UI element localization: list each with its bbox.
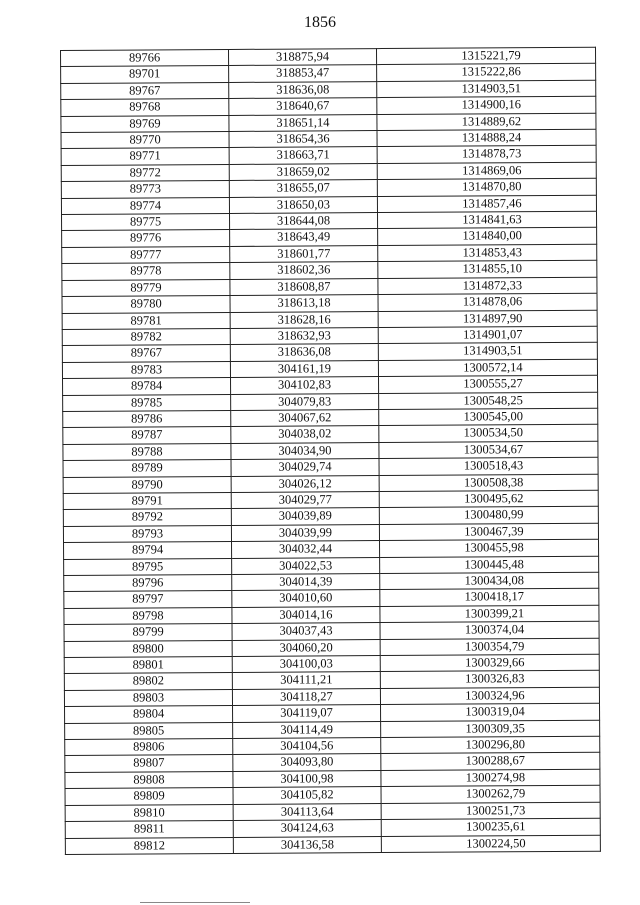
x-coordinate-cell: 304100,03 [232,656,380,673]
y-coordinate-cell: 1300534,67 [379,441,598,459]
x-coordinate-cell: 318659,02 [229,163,377,180]
x-coordinate-cell: 304114,49 [233,721,381,738]
point-number-cell: 89805 [65,722,233,739]
x-coordinate-cell: 304026,12 [231,475,379,492]
y-coordinate-cell: 1300548,25 [379,392,598,410]
point-number-cell: 89810 [65,804,233,821]
point-number-cell: 89795 [64,558,232,575]
x-coordinate-cell: 318655,07 [229,180,377,197]
point-number-cell: 89701 [61,66,229,83]
y-coordinate-cell: 1315222,86 [377,64,596,82]
y-coordinate-cell: 1300324,96 [380,687,599,705]
x-coordinate-cell: 304100,98 [233,770,381,787]
point-number-cell: 89779 [62,279,230,296]
coordinates-table-container [60,47,600,855]
point-number-cell: 89806 [65,739,233,756]
point-number-cell: 89809 [65,788,233,805]
y-coordinate-cell: 1300251,73 [381,802,600,820]
y-coordinate-cell: 1300467,39 [379,523,598,541]
y-coordinate-cell: 1314853,43 [378,244,597,262]
y-coordinate-cell: 1314903,51 [377,80,596,98]
y-coordinate-cell: 1300288,67 [381,753,600,771]
x-coordinate-cell: 304118,27 [232,688,380,705]
x-coordinate-cell: 304032,44 [232,541,380,558]
x-coordinate-cell: 304010,60 [232,590,380,607]
y-coordinate-cell: 1300455,98 [380,539,599,557]
y-coordinate-cell: 1300274,98 [381,769,600,787]
x-coordinate-cell: 304039,99 [231,524,379,541]
x-coordinate-cell: 304014,16 [232,606,380,623]
x-coordinate-cell: 318602,36 [230,262,378,279]
point-number-cell: 89785 [63,394,231,411]
coordinates-table [60,47,601,855]
point-number-cell: 89801 [64,656,232,673]
point-number-cell: 89792 [63,509,231,526]
y-coordinate-cell: 1314855,10 [378,261,597,279]
point-number-cell: 89773 [61,181,229,198]
x-coordinate-cell: 304067,62 [231,409,379,426]
y-coordinate-cell: 1314901,07 [378,326,597,344]
y-coordinate-cell: 1300555,27 [379,375,598,393]
point-number-cell: 89794 [64,542,232,559]
table-row [65,835,600,855]
y-coordinate-cell: 1300354,79 [380,638,599,656]
point-number-cell: 89788 [63,443,231,460]
point-number-cell: 89771 [61,148,229,165]
x-coordinate-cell: 304104,56 [233,738,381,755]
y-coordinate-cell: 1300545,00 [379,408,598,426]
y-coordinate-cell: 1314870,80 [377,178,596,196]
point-number-cell: 89812 [65,837,233,854]
point-number-cell: 89775 [62,214,230,231]
x-coordinate-cell: 318654,36 [229,131,377,148]
y-coordinate-cell: 1300319,04 [381,703,600,721]
x-coordinate-cell: 318853,47 [229,65,377,82]
point-number-cell: 89804 [65,706,233,723]
y-coordinate-cell: 1300434,08 [380,572,599,590]
x-coordinate-cell: 304039,89 [231,508,379,525]
point-number-cell: 89768 [61,99,229,116]
y-coordinate-cell: 1300309,35 [381,720,600,738]
point-number-cell: 89790 [63,476,231,493]
point-number-cell: 89808 [65,771,233,788]
x-coordinate-cell: 304111,21 [232,672,380,689]
point-number-cell: 89799 [64,624,232,641]
y-coordinate-cell: 1300518,43 [379,457,598,475]
x-coordinate-cell: 304119,07 [233,705,381,722]
x-coordinate-cell: 318875,94 [228,49,376,66]
y-coordinate-cell: 1300534,50 [379,425,598,443]
x-coordinate-cell: 304037,43 [232,623,380,640]
point-number-cell: 89800 [64,640,232,657]
point-number-cell: 89772 [61,164,229,181]
x-coordinate-cell: 318636,08 [230,344,378,361]
y-coordinate-cell: 1300224,50 [381,835,600,853]
point-number-cell: 89784 [63,378,231,395]
y-coordinate-cell: 1314903,51 [378,343,597,361]
scan-edge-mark [140,902,250,903]
point-number-cell: 89767 [62,345,230,362]
x-coordinate-cell: 304105,82 [233,787,381,804]
x-coordinate-cell: 318601,77 [230,245,378,262]
point-number-cell: 89797 [64,591,232,608]
point-number-cell: 89770 [61,132,229,149]
x-coordinate-cell: 304113,64 [233,803,381,820]
y-coordinate-cell: 1300329,66 [380,654,599,672]
y-coordinate-cell: 1314889,62 [377,113,596,131]
point-number-cell: 89803 [64,689,232,706]
x-coordinate-cell: 304029,77 [231,492,379,509]
point-number-cell: 89774 [61,197,229,214]
x-coordinate-cell: 304136,58 [233,836,381,853]
y-coordinate-cell: 1314857,46 [377,195,596,213]
x-coordinate-cell: 318644,08 [230,213,378,230]
y-coordinate-cell: 1314888,24 [377,129,596,147]
y-coordinate-cell: 1300445,48 [380,556,599,574]
x-coordinate-cell: 318640,67 [229,98,377,115]
point-number-cell: 89780 [62,296,230,313]
y-coordinate-cell: 1300418,17 [380,589,599,607]
page-number: 1856 [304,14,336,31]
x-coordinate-cell: 318650,03 [229,196,377,213]
point-number-cell: 89793 [63,525,231,542]
point-number-cell: 89811 [65,821,233,838]
point-number-cell: 89781 [62,312,230,329]
point-number-cell: 89786 [63,410,231,427]
y-coordinate-cell: 1314878,73 [377,146,596,164]
point-number-cell: 89769 [61,115,229,132]
y-coordinate-cell: 1300262,79 [381,785,600,803]
x-coordinate-cell: 318663,71 [229,147,377,164]
y-coordinate-cell: 1300235,61 [381,818,600,836]
y-coordinate-cell: 1300399,21 [380,605,599,623]
x-coordinate-cell: 318632,93 [230,327,378,344]
x-coordinate-cell: 318636,08 [229,81,377,98]
x-coordinate-cell: 304161,19 [230,360,378,377]
x-coordinate-cell: 304034,90 [231,442,379,459]
y-coordinate-cell: 1314900,16 [377,96,596,114]
y-coordinate-cell: 1300374,04 [380,621,599,639]
point-number-cell: 89778 [62,263,230,280]
y-coordinate-cell: 1314878,06 [378,293,597,311]
x-coordinate-cell: 304060,20 [232,639,380,656]
x-coordinate-cell: 318651,14 [229,114,377,131]
x-coordinate-cell: 304124,63 [233,820,381,837]
y-coordinate-cell: 1300495,62 [379,490,598,508]
x-coordinate-cell: 304093,80 [233,754,381,771]
y-coordinate-cell: 1314897,90 [378,310,597,328]
point-number-cell: 89802 [64,673,232,690]
x-coordinate-cell: 304014,39 [232,574,380,591]
point-number-cell: 89791 [63,492,231,509]
x-coordinate-cell: 304022,53 [232,557,380,574]
x-coordinate-cell: 318613,18 [230,295,378,312]
point-number-cell: 89782 [62,328,230,345]
x-coordinate-cell: 318643,49 [230,229,378,246]
x-coordinate-cell: 304102,83 [231,377,379,394]
point-number-cell: 89776 [62,230,230,247]
point-number-cell: 89787 [63,427,231,444]
y-coordinate-cell: 1314840,00 [378,228,597,246]
point-number-cell: 89789 [63,460,231,477]
y-coordinate-cell: 1300572,14 [378,359,597,377]
point-number-cell: 89798 [64,607,232,624]
table-body [61,47,601,854]
point-number-cell: 89766 [61,49,229,66]
y-coordinate-cell: 1315221,79 [376,47,595,65]
y-coordinate-cell: 1314869,06 [377,162,596,180]
y-coordinate-cell: 1314841,63 [377,211,596,229]
x-coordinate-cell: 304038,02 [231,426,379,443]
x-coordinate-cell: 304079,83 [231,393,379,410]
point-number-cell: 89783 [62,361,230,378]
y-coordinate-cell: 1300326,83 [380,671,599,689]
y-coordinate-cell: 1314872,33 [378,277,597,295]
y-coordinate-cell: 1300296,80 [381,736,600,754]
y-coordinate-cell: 1300480,99 [379,507,598,525]
x-coordinate-cell: 318608,87 [230,278,378,295]
point-number-cell: 89796 [64,574,232,591]
point-number-cell: 89767 [61,82,229,99]
point-number-cell: 89807 [65,755,233,772]
x-coordinate-cell: 304029,74 [231,459,379,476]
x-coordinate-cell: 318628,16 [230,311,378,328]
y-coordinate-cell: 1300508,38 [379,474,598,492]
point-number-cell: 89777 [62,246,230,263]
